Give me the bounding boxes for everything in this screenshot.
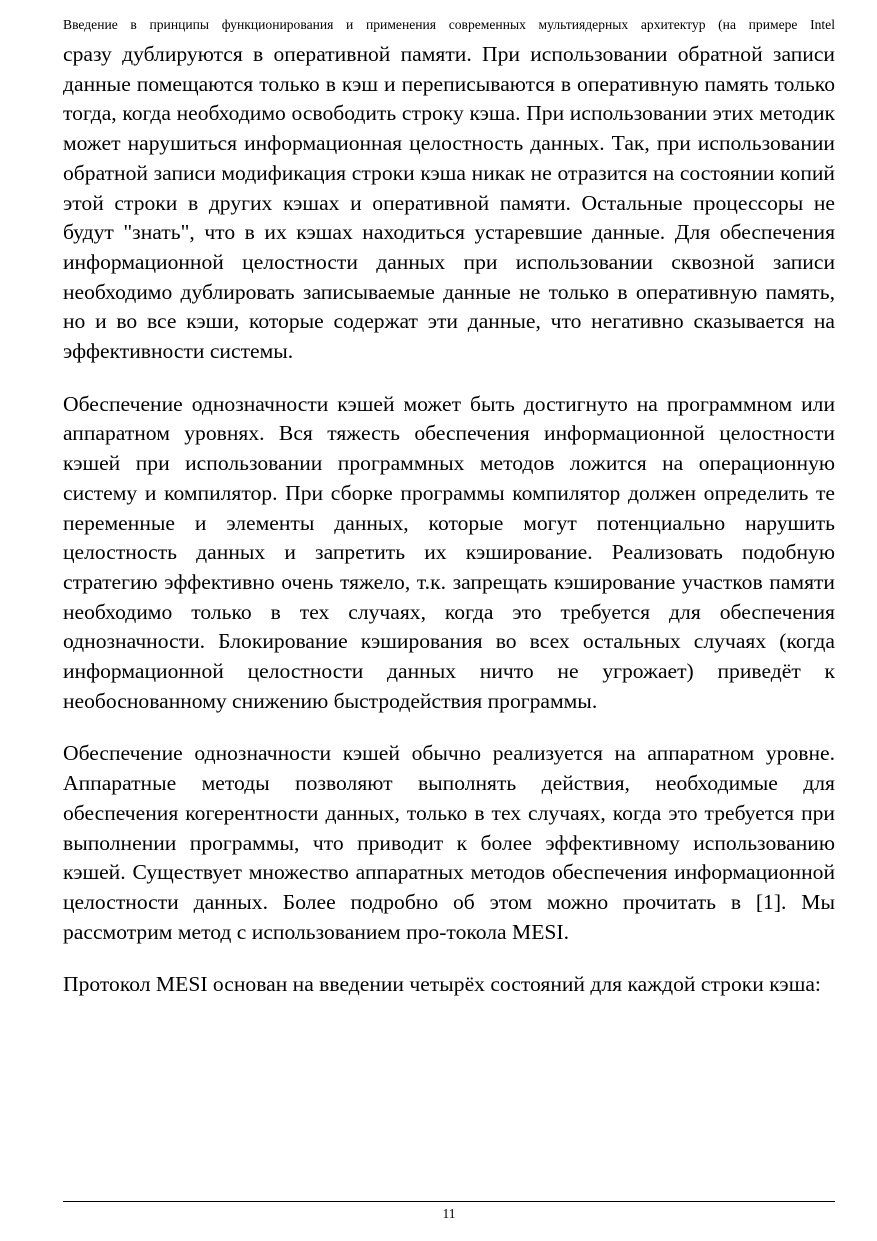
paragraph-hardware-coherence: Обеспечение однозначности кэшей обычно реализуется на аппаратном уровне. Аппаратные методы позволяют выполнять действия, необходимые для обеспечения когерентности данных, только в тех случаях, когда это требуется при выполнении программы, что приводит к более эффективному использованию кэшей. Существует множество аппаратных методов обеспечения информационной целостности данных. Более подробно об этом можно прочитать в [1]. Мы рассмотрим метод с использованием про-токола MESI. (63, 741, 835, 944)
paragraph-mesi-intro: Протокол MESI основан на введении четырёх состояний для каждой строки кэша: (63, 972, 821, 997)
footer-divider (63, 1201, 835, 1202)
page-number: 11 (442, 1206, 456, 1221)
paragraph-software-coherence: Обеспечение однозначности кэшей может быть достигнуто на программном или аппаратном уровнях. Вся тяжесть обеспечения информационной целостности кэшей при использовании программных методов ложится на операционную систему и компилятор. При сборке программы компилятор должен определить те переменные и элементы данных, которые могут потенциально нарушить целостность данных и запретить их кэширование. Реализовать подобную стратегию эффективно очень тяжело, т.к. запрещать кэширование участков памяти необходимо только в тех случаях, когда это требуется для обеспечения однозначности. Блокирование кэширования во всех остальных случаях (когда информационной целостности данных ничто не угрожает) приведёт к необоснованному снижению быстродействия программы. (63, 391, 835, 713)
paragraph-write-policies: сразу дублируются в оперативной памяти. При использовании обратной записи данные помещаются только в кэш и переписываются в оперативную память только тогда, когда необходимо освободить строку кэша. При использовании этих методик может нарушиться информационная целостность данных. Так, при использовании обратной записи модификация строки кэша никак не отразится на состоянии копий этой строки в других кэшах и оперативной памяти. Остальные процессоры не будут "знать", что в их кэшах находиться устаревшие данные. Для обеспечения информационной целостности данных при использовании сквозной записи необходимо дублировать записываемые данные не только в оперативную память, но и во все кэши, которые содержат эти данные, что негативно сказывается на эффективности системы. (63, 42, 835, 364)
document-page (63, 0, 835, 1241)
running-header: Введение в принципы функционирования и применения современных мультиядерных архитектур (на примере Intel (63, 17, 835, 32)
body-text (63, 40, 835, 1023)
